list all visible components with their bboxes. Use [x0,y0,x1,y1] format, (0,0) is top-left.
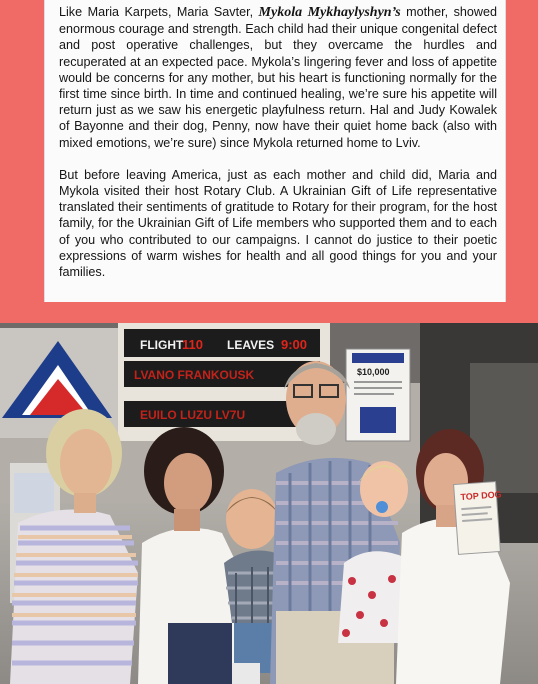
board-row-3: EUILO LUZU LV7U [140,408,246,422]
brochure-title: TOP DOG [460,489,502,503]
board-time: 9:00 [281,337,308,352]
article-text-panel [44,0,506,302]
board-flight-number: 110 [182,337,203,352]
paragraph-2: But before leaving America, just as each mother and child did, Maria and Mykola visited their host Rotary Club. A Ukrainian Gift of Life representative translated their sentiments of gratitude to Rotary for their program, for the host family, for the Ukrainian Gift of Life members who supported them and to each of you who contributed to our campaigns. I cannot do justice to their poetic expressions of warm wishes for health and all good things for you and your families. [59,167,497,280]
board-leaves-label: LEAVES [227,338,275,352]
paragraph-1-rest: mother, showed enormous courage and strength. Each child had their unique congenital defect and post operative challenges, but they overcame the hurdles and recuperated at an expected pace. Mykola’s lingering fever and loss of appetite would be concerns for any mother, but his heart is functioning normally for the first time since birth. In time and continued healing, we’re sure his appetite will return just as we saw his energetic playfulness return. Hal and Judy Kowalek of Bayonne and their dog, Penny, now have their quiet home back (also with mixed emotions, we’re sure) since Mykola returned home to Lviv. [59,5,498,150]
top-dog-brochure [454,482,502,555]
group-photo [0,323,538,684]
wall-poster [346,349,410,441]
child-name: Mykola Mykhaylyshyn’s [258,5,401,20]
board-flight-label: FLIGHT [140,338,184,352]
board-destination: LVANO FRANKOUSK [134,368,255,382]
paragraph-1 [59,4,497,151]
paragraph-1-start: Like Maria Karpets, Maria Savter, [59,5,259,19]
poster-amount: $10,000 [357,367,390,377]
